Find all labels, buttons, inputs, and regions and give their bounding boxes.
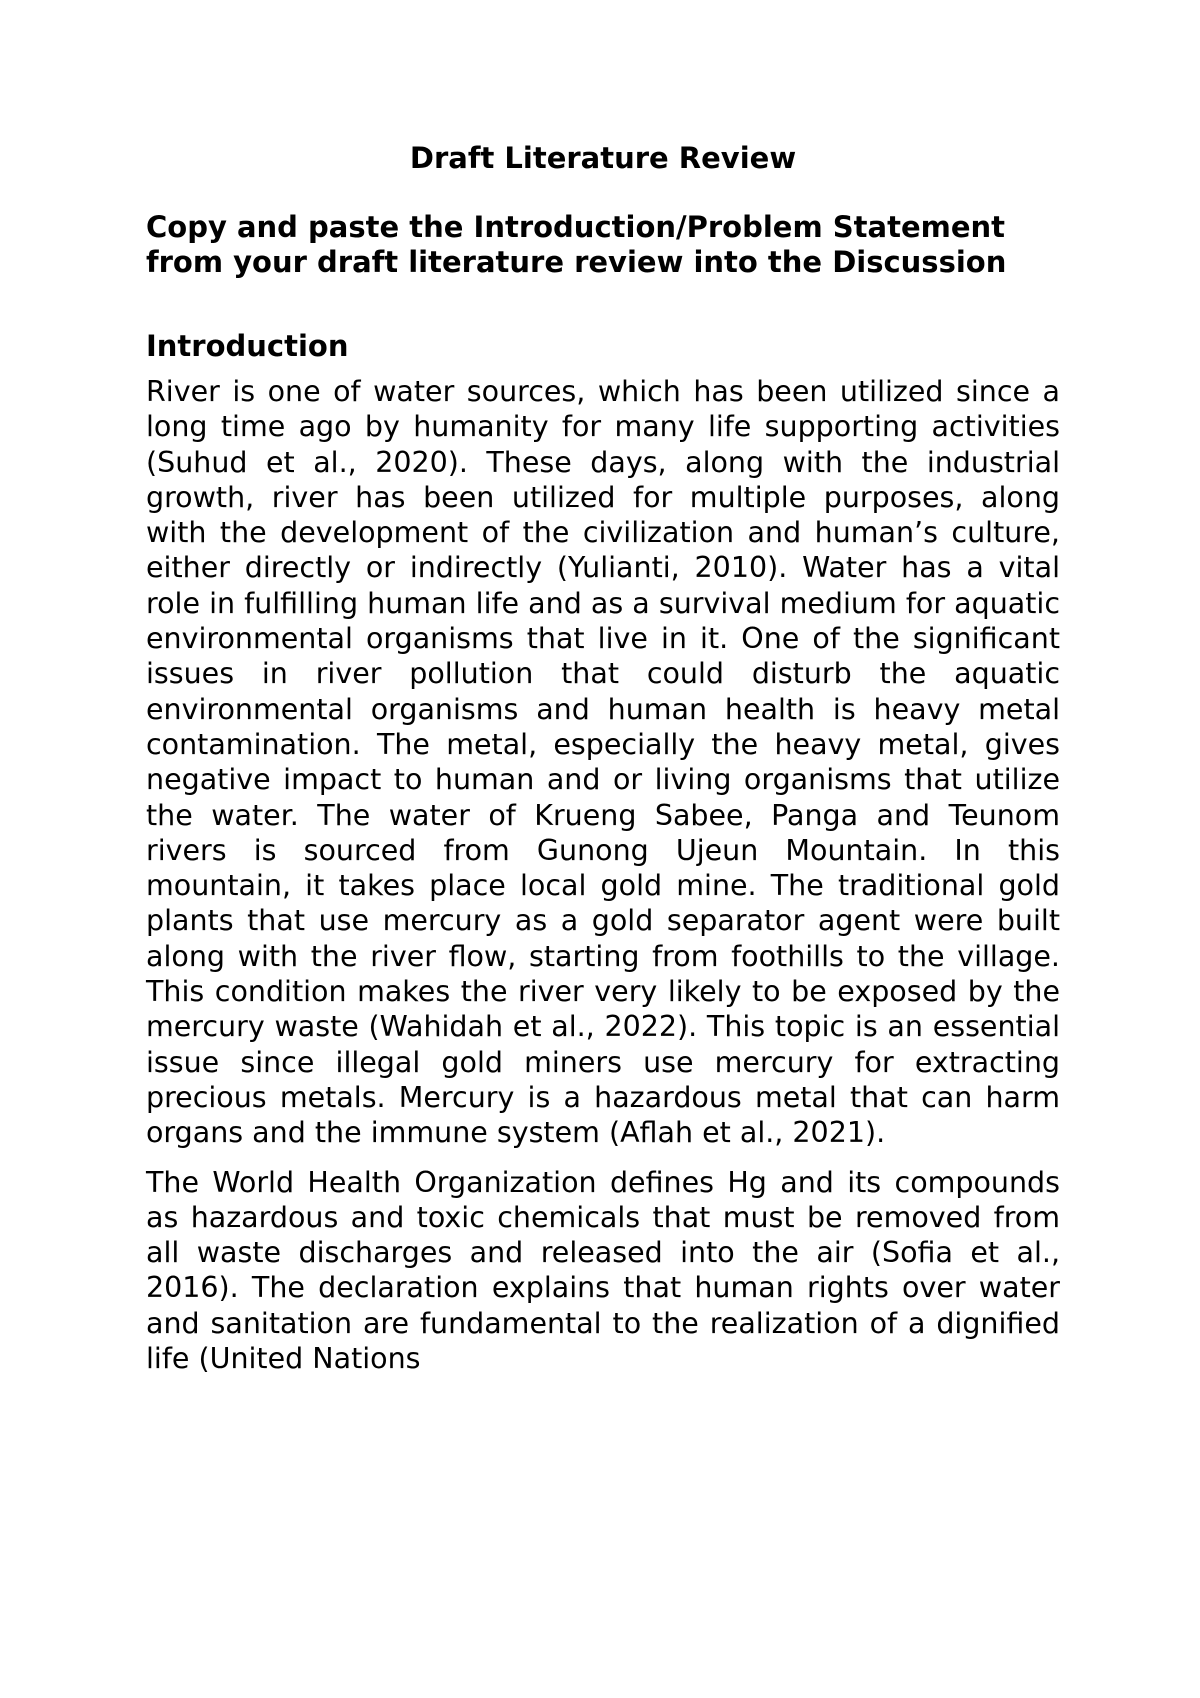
- paragraph-1: River is one of water sources, which has been utilized since a long time ago by humanity for many life supporting activities (Suhud et al., 2020). These days, along with the industrial growth, river has been utilized for multiple purposes, along with the development of the civilization and human’s culture, either directly or indirectly (Yulianti, 2010). Water has a vital role in fulfilling human life and as a survival medium for aquatic environmental organisms that live in it. One of the significant issues in river pollution that could disturb the aquatic environmental organisms and human health is heavy metal contamination. The metal, especially the heavy metal, gives negative impact to human and or living organisms that utilize the water. The water of Krueng Sabee, Panga and Teunom rivers is sourced from Gunong Ujeun Mountain. In this mountain, it takes place local gold mine. The traditional gold plants that use mercury as a gold separator agent were built along with the river flow, starting from foothills to the village. This condition makes the river very likely to be exposed by the mercury waste (Wahidah et al., 2022). This topic is an essential issue since illegal gold miners use mercury for extracting precious metals. Mercury is a hazardous metal that can harm organs and the immune system (Aflah et al., 2021).: [146, 375, 1060, 1150]
- paragraph-2: The World Health Organization defines Hg and its compounds as hazardous and toxic chemicals that must be removed from all waste discharges and released into the air (Sofia et al., 2016). The declaration explains that human rights over water and sanitation are fundamental to the realization of a dignified life (United Nations: [146, 1165, 1060, 1376]
- instruction-heading: Copy and paste the Introduction/Problem Statement from your draft literature review into the Discussion: [146, 210, 1007, 279]
- document-page: [146, 140, 1060, 1376]
- document-title: Draft Literature Review: [409, 141, 797, 175]
- section-heading-introduction: Introduction: [146, 329, 349, 363]
